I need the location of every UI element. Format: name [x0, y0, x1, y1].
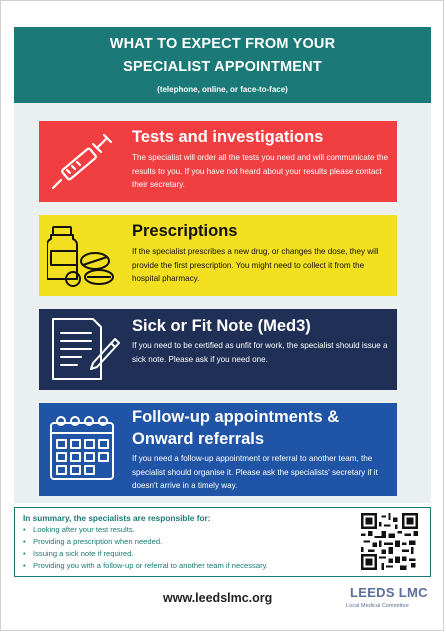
- list-item: • Looking after your test results.: [23, 525, 135, 534]
- section-follow-up-title-line1: Follow-up appointments &: [132, 408, 340, 426]
- summary-list: [23, 524, 268, 572]
- list-item: • Issuing a sick note if required.: [23, 549, 134, 559]
- syringe-icon: [47, 130, 117, 194]
- document-pen-icon: [47, 315, 121, 383]
- header-title-line2: SPECIALIST APPOINTMENT: [123, 59, 322, 75]
- section-follow-up-title-line2: Onward referrals: [132, 430, 265, 448]
- section-tests: [39, 121, 397, 202]
- list-item: • Providing you with a follow-up or referral to another team if necessary.: [23, 561, 268, 571]
- list-item: • Providing a prescription when needed.: [23, 537, 163, 547]
- summary-heading: In summary, the specialists are responsible for:: [23, 513, 211, 523]
- calendar-icon: [47, 413, 119, 485]
- section-sick-note: [39, 309, 397, 390]
- website-link[interactable]: www.leedslmc.org: [163, 591, 273, 605]
- section-prescriptions-title: Prescriptions: [132, 222, 238, 240]
- section-tests-body: The specialist will order all the tests you need and will communicate the results to you. If you have not heard about your results please contact their secretary.: [132, 153, 388, 190]
- section-follow-up: [39, 403, 397, 496]
- section-sick-note-body: If you need to be certified as unfit for work, the specialist should issue a sick note. Please ask if you need one.: [132, 341, 388, 364]
- section-tests-title: Tests and investigations: [132, 128, 324, 146]
- section-prescriptions-body: If the specialist prescribes a new drug, or changes the dose, they will provide the first prescription. You might need to collect it from the hospital pharmacy.: [132, 247, 379, 284]
- section-prescriptions: [39, 215, 397, 296]
- qr-code-icon: [361, 513, 418, 570]
- section-sick-note-title: Sick or Fit Note (Med3): [132, 317, 311, 335]
- page-header: [14, 27, 431, 103]
- header-title-line1: WHAT TO EXPECT FROM YOUR: [109, 36, 336, 52]
- pills-icon: [47, 221, 121, 289]
- section-follow-up-body: If you need a follow-up appointment or referral to another team, the specialist should organise it. Please ask the specialists' secretary if it doesn't arrive in a timely way.: [132, 454, 378, 491]
- header-subtitle: (telephone, online, or face-to-face): [157, 85, 288, 94]
- logo-tagline: Local Medical Committee: [346, 603, 409, 609]
- logo-name: LEEDS LMC: [350, 585, 428, 600]
